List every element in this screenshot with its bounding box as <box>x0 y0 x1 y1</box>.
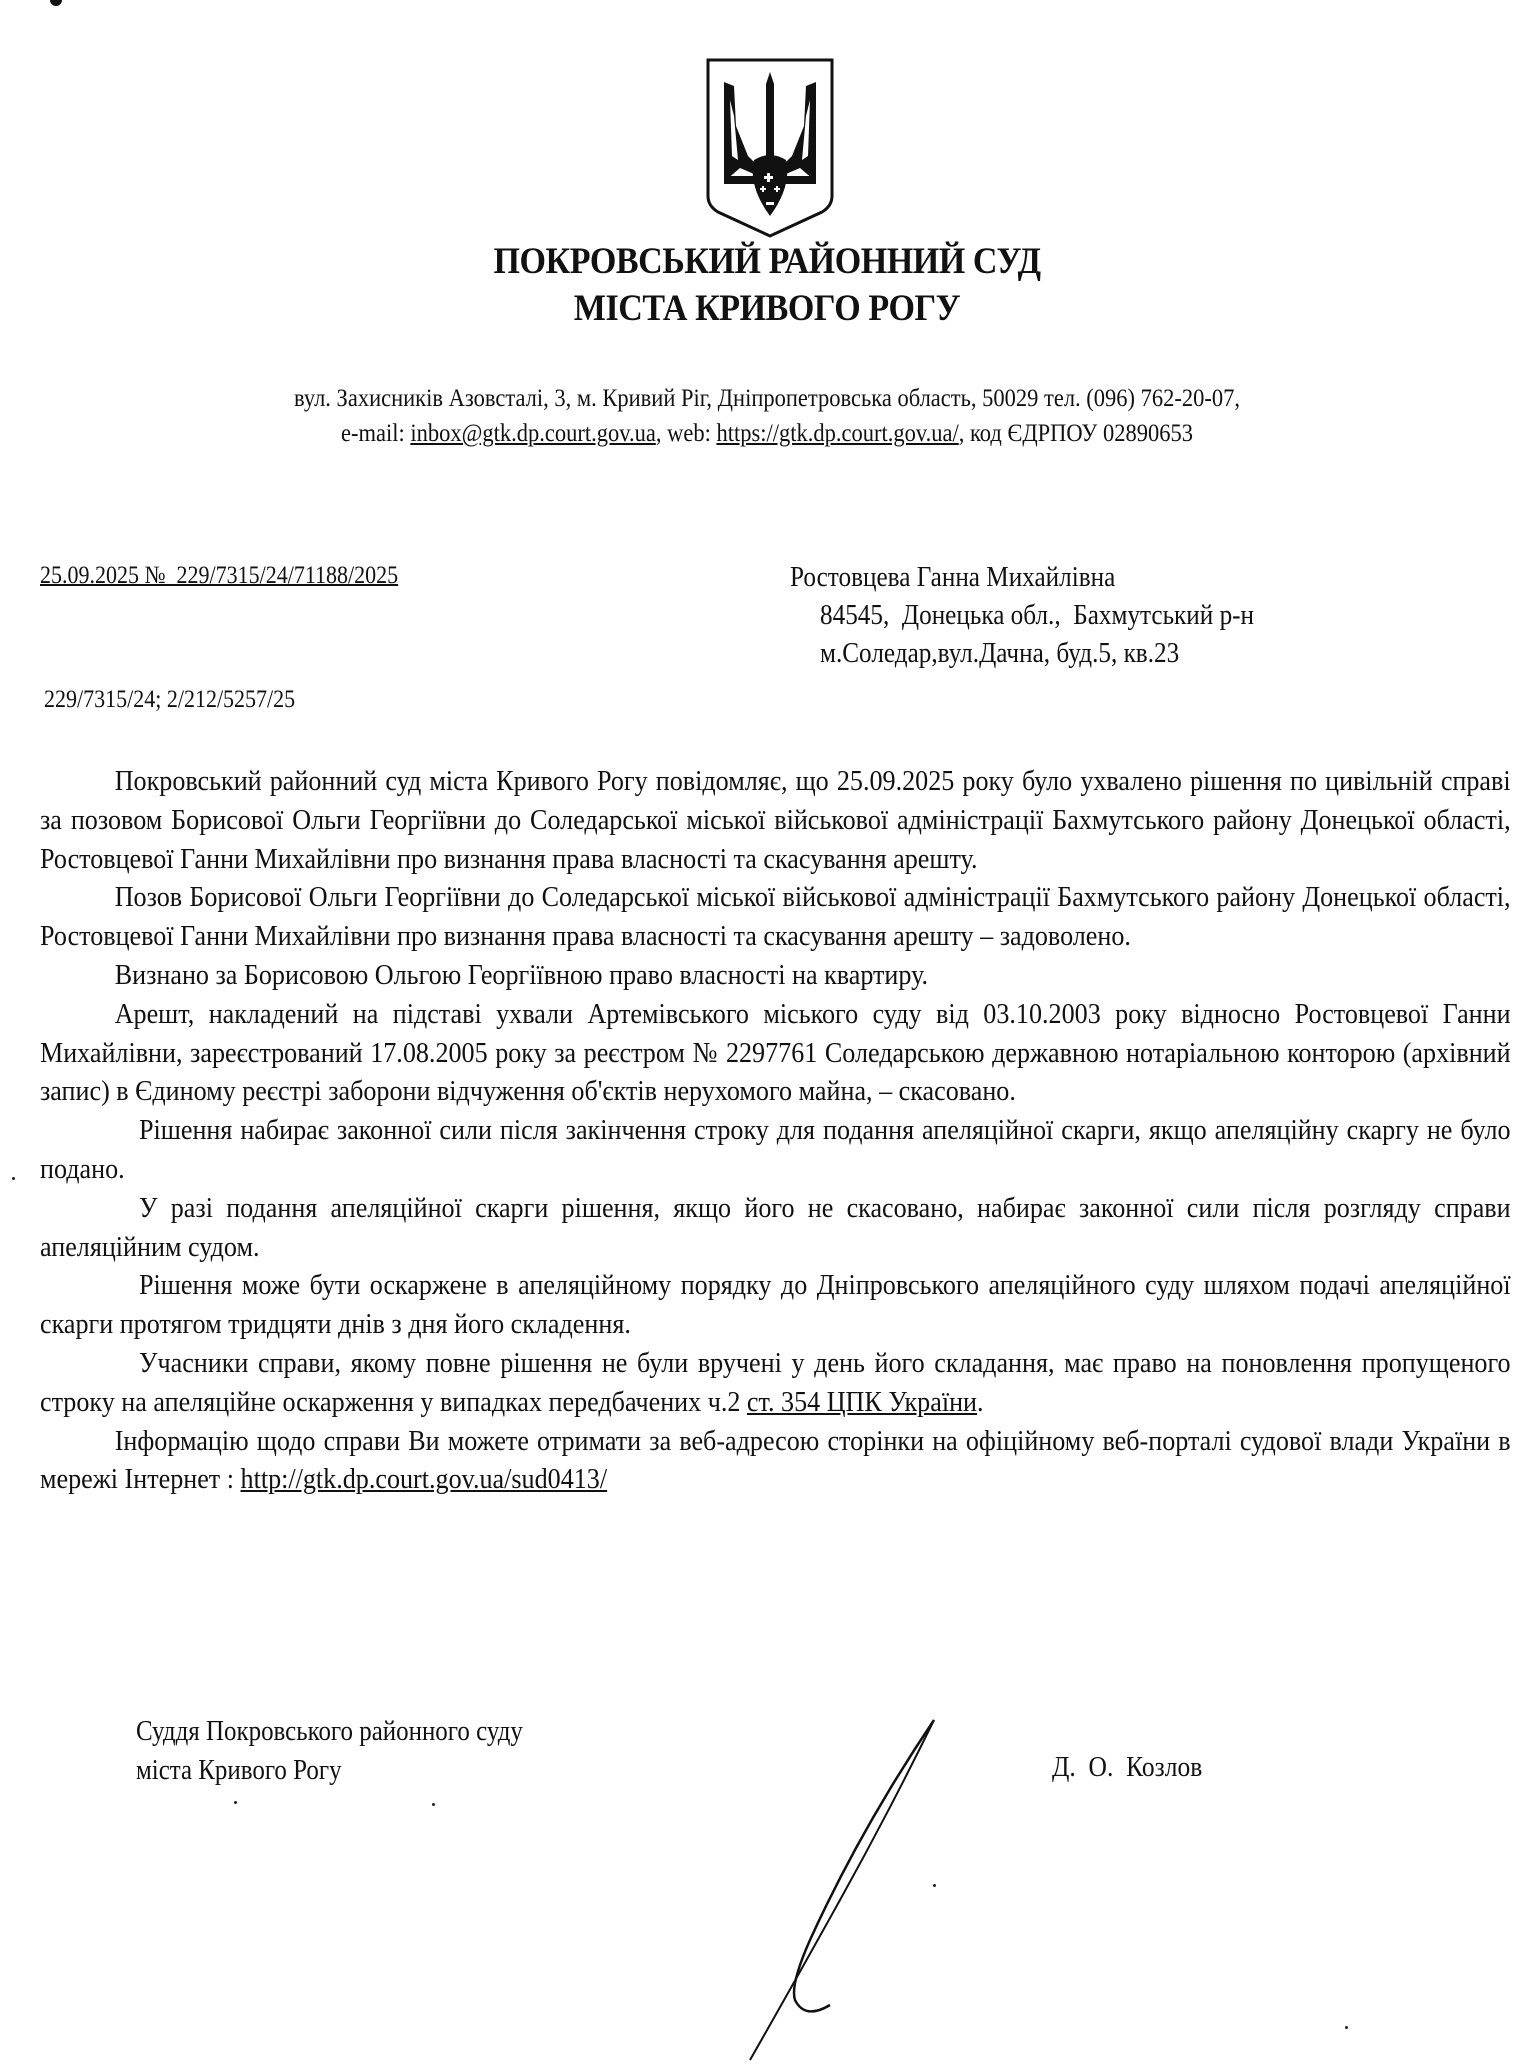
scan-artifact <box>432 1803 435 1806</box>
outgoing-date: 25.09.2025 <box>40 562 139 589</box>
scan-artifact <box>50 0 62 6</box>
judge-position-line2: міста Кривого Рогу <box>136 1754 342 1786</box>
outgoing-number: 229/7315/24/71188/2025 <box>176 562 399 589</box>
paragraph-arrest-cancelled: Арешт, накладений на підставі ухвали Артемівського міського суду від 03.10.2003 року відносно Ростовцевої Ганни Михайлівни, зареєстрований 17.08.2005 року за реєстром № 2297761 Соледарською державною нотаріальною конторою (архівний запис) в Єдиному реєстрі заборони відчуження об'єктів нерухомого майна, – скасовано. <box>40 997 1511 1108</box>
handwritten-signature-icon <box>640 1700 980 2070</box>
paragraph-deadline-renewal <box>40 1344 1511 1422</box>
scan-artifact <box>234 1801 237 1804</box>
email-link[interactable]: inbox@gtk.dp.court.gov.ua <box>410 420 656 447</box>
recipient-name: Ростовцева Ганна Михайлівна <box>790 562 1116 593</box>
paragraph-appeal-procedure: Рішення може бути оскаржене в апеляційному порядку до Дніпровського апеляційного суду шляхом подачі апеляційної скарги протягом тридцяти днів з дня його складення. <box>40 1269 1511 1341</box>
paragraph-claim-satisfied: Позов Борисової Ольги Георгіївни до Соледарської міської військової адміністрації Бахмутського району Донецької області, Ростовцевої Ганни Михайлівни про визнання права власності та скасування арешту – задоволено. <box>40 881 1511 953</box>
paragraph-info <box>40 1422 1511 1500</box>
number-sign: № <box>144 562 166 589</box>
paragraph-deadline-end: . <box>977 1385 984 1418</box>
scan-artifact <box>12 1177 15 1180</box>
case-reference: 229/7315/24; 2/212/5257/25 <box>44 686 296 713</box>
judge-position-line1: Суддя Покровського районного суду <box>136 1715 523 1747</box>
website-link[interactable]: https://gtk.dp.court.gov.ua/ <box>716 420 959 447</box>
paragraph-appeal-force: У разі подання апеляційної скарги рішення, якщо його не скасовано, набирає законної сили після розгляду справи апеляційним судом. <box>40 1191 1511 1263</box>
law-article-link[interactable]: ст. 354 ЦПК України <box>746 1385 978 1418</box>
paragraph-ownership: Визнано за Борисовою Ольгою Георгіївною право власності на квартиру. <box>114 958 929 991</box>
recipient-address-line2: м.Соледар,вул.Дачна, буд.5, кв.23 <box>820 638 1180 669</box>
web-label: , web: <box>655 420 717 447</box>
paragraph-info-text: Інформацію щодо справи Ви можете отримати за веб-адресою сторінки на офіційному веб-порталі судової влади України в мережі Інтернет : <box>40 1424 1511 1496</box>
recipient-address-line1: 84545, Донецька обл., Бахмутський р-н <box>820 600 1255 631</box>
judge-position <box>136 1712 523 1790</box>
coat-of-arms-icon <box>704 56 836 240</box>
court-city-title: МІСТА КРИВОГО РОГУ <box>573 288 961 329</box>
outgoing-date-number <box>40 562 398 590</box>
case-info-link[interactable]: http://gtk.dp.court.gov.ua/sud0413/ <box>240 1463 608 1496</box>
scan-artifact <box>933 1884 936 1887</box>
court-name-title: ПОКРОВСЬКИЙ РАЙОННИЙ СУД <box>493 241 1041 282</box>
judge-name: Д. О. Козлов <box>1052 1751 1203 1783</box>
court-address: вул. Захисників Азовсталі, 3, м. Кривий Ріг, Дніпропетровська область, 50029 тел. (096) 762-20-07, <box>293 385 1241 412</box>
paragraph-legal-force: Рішення набирає законної сили після закінчення строку для подання апеляційної скарги, якщо апеляційну скаргу не було подано. <box>40 1114 1511 1185</box>
letter-body <box>40 762 1511 1499</box>
paragraph-deadline-text: Учасники справи, якому повне рішення не були вручені у день його складання, має право на поновлення пропущеного строку на апеляційне оскарження у випадках передбачених ч.2 <box>40 1346 1511 1418</box>
edrpou-code: , код ЄДРПОУ 02890653 <box>958 420 1193 447</box>
court-contacts <box>77 420 1458 448</box>
email-label: e-mail: <box>341 420 411 447</box>
scan-artifact <box>1345 2026 1348 2029</box>
paragraph-notification: Покровський районний суд міста Кривого Рогу повідомляє, що 25.09.2025 року було ухвалено рішення по цивільній справі за позовом Борисової Ольги Георгіївни до Соледарської міської військової адміністрації Бахмутського району Донецької області, Ростовцевої Ганни Михайлівни про визнання права власності та скасування арешту. <box>40 765 1511 875</box>
